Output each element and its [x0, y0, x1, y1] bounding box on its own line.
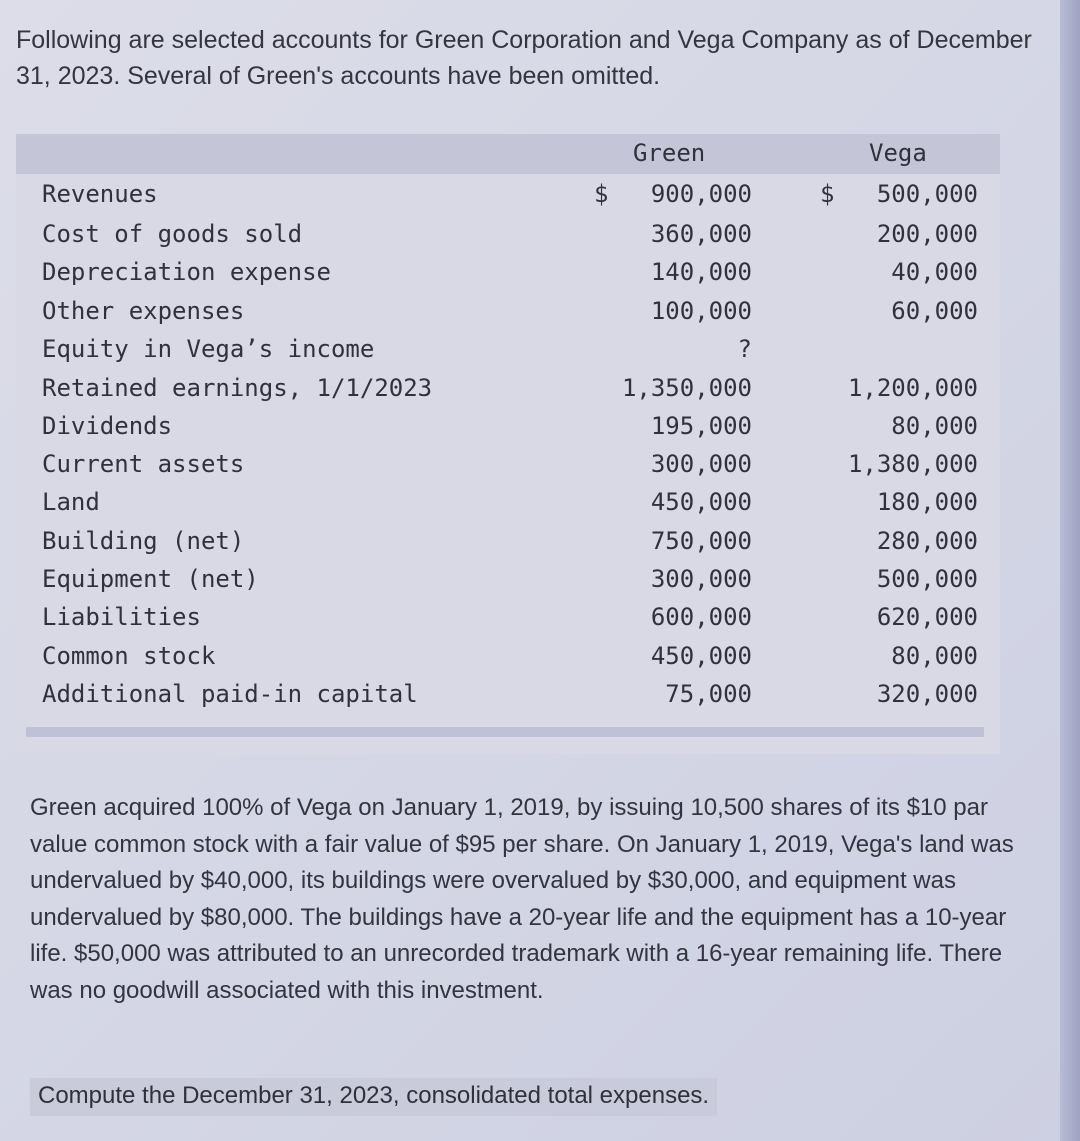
table-row: [16, 561, 1000, 599]
vega-value: 500,000: [876, 180, 978, 208]
green-value: 450,000: [650, 642, 752, 670]
green-value: 600,000: [650, 603, 752, 631]
table-header: [16, 134, 1000, 174]
vega-value: 1,380,000: [847, 450, 978, 478]
row-label: Common stock: [42, 642, 216, 670]
vega-value: 180,000: [876, 488, 978, 516]
table-body: [16, 174, 1000, 754]
row-label: Depreciation expense: [42, 258, 331, 286]
table-row: [16, 676, 1000, 714]
green-value: 900,000: [650, 180, 752, 208]
row-label: Other expenses: [42, 297, 245, 325]
row-label: Equipment (net): [42, 565, 259, 593]
row-label: Current assets: [42, 450, 245, 478]
table-row: [16, 599, 1000, 637]
vega-value: 320,000: [876, 680, 978, 708]
vega-value: 620,000: [876, 603, 978, 631]
green-value: ?: [737, 335, 752, 363]
table-row: [16, 484, 1000, 522]
question-text: Compute the December 31, 2023, consolidated total expenses.: [30, 1078, 717, 1116]
currency-symbol-vega: $: [820, 180, 835, 208]
vega-value: 280,000: [876, 527, 978, 555]
currency-symbol-green: $: [594, 180, 609, 208]
table-bottom-rule: [26, 727, 984, 737]
table-row: [16, 254, 1000, 292]
table-row: [16, 293, 1000, 331]
vega-value: 60,000: [891, 297, 978, 325]
screen-edge: [1060, 0, 1080, 1141]
green-value: 1,350,000: [621, 374, 752, 402]
row-label: Equity in Vega’s income: [42, 335, 375, 363]
header-vega: Vega: [869, 139, 927, 167]
problem-text: Green acquired 100% of Vega on January 1, 2019, by issuing 10,500 shares of its $10 par value common stock with a fair value of $95 per share. On January 1, 2019, Vega's land was undervalued by $40,000, its buildings were overvalued by $30,000, and equipment was undervalued by $80,000. The buildings have a 20-year life and the equipment has a 10-year life. $50,000 was attributed to an unrecorded trademark with a 16-year remaining life. There was no goodwill associated with this investment.: [30, 794, 1014, 1004]
row-label: Additional paid-in capital: [42, 680, 418, 708]
table-row: [16, 370, 1000, 408]
table-row: [16, 446, 1000, 484]
row-label: Land: [42, 488, 100, 516]
row-label: Building (net): [42, 527, 245, 555]
table-row: [16, 331, 1000, 369]
green-value: 300,000: [650, 450, 752, 478]
vega-value: 80,000: [891, 642, 978, 670]
table-row: [16, 176, 1000, 214]
header-green: Green: [633, 139, 706, 167]
row-label: Cost of goods sold: [42, 220, 303, 248]
vega-value: 40,000: [891, 258, 978, 286]
green-value: 450,000: [650, 488, 752, 516]
vega-value: 80,000: [891, 412, 978, 440]
row-label: Revenues: [42, 180, 158, 208]
accounts-table: [16, 134, 1000, 754]
vega-value: 1,200,000: [847, 374, 978, 402]
intro-text: Following are selected accounts for Green Corporation and Vega Company as of December 31, 2023. Several of Green's accounts have been omitted.: [16, 26, 1032, 90]
row-label: Liabilities: [42, 603, 201, 631]
green-value: 360,000: [650, 220, 752, 248]
table-row: [16, 638, 1000, 676]
table-row: [16, 408, 1000, 446]
vega-value: 500,000: [876, 565, 978, 593]
green-value: 195,000: [650, 412, 752, 440]
green-value: 140,000: [650, 258, 752, 286]
table-row: [16, 216, 1000, 254]
green-value: 100,000: [650, 297, 752, 325]
row-label: Retained earnings, 1/1/2023: [42, 374, 433, 402]
green-value: 750,000: [650, 527, 752, 555]
vega-value: 200,000: [876, 220, 978, 248]
green-value: 75,000: [665, 680, 752, 708]
green-value: 300,000: [650, 565, 752, 593]
table-row: [16, 523, 1000, 561]
row-label: Dividends: [42, 412, 173, 440]
